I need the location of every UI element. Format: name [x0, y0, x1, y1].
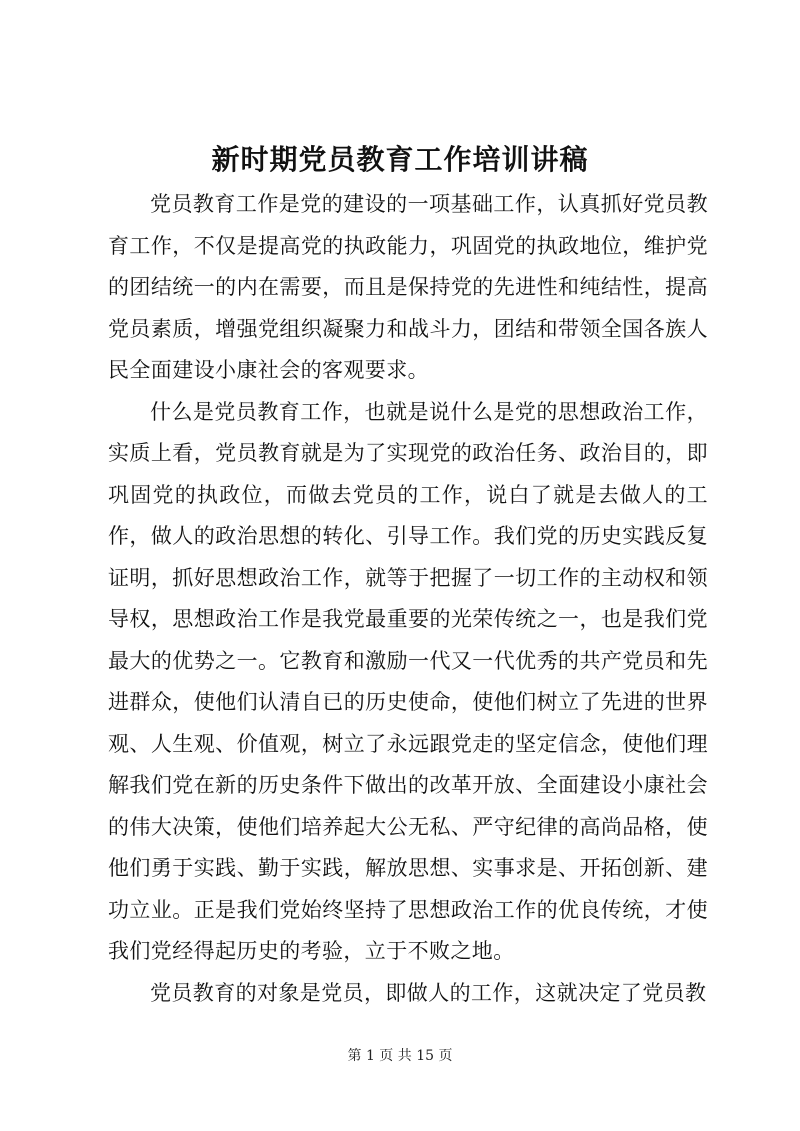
document-body	[108, 184, 708, 1014]
paragraph-3: 党员教育的对象是党员，即做人的工作，这就决定了党员教	[150, 980, 707, 1005]
page-number-footer: 第 1 页 共 15 页	[347, 1048, 453, 1064]
paragraph-2: 什么是党员教育工作，也就是说什么是党的思想政治工作，实质上看，党员教育就是为了实现党的政治任务、政治目的，即巩固党的执政位，而做去党员的工作，说白了就是去做人的工作，做人的政治思想的转化、引导工作。我们党的历史实践反复证明，抓好思想政治工作，就等于把握了一切工作的主动权和领导权，思想政治工作是我党最重要的光荣传统之一，也是我们党最大的优势之一。它教育和激励一代又一代优秀的共产党员和先进群众，使他们认清自已的历史使命，使他们树立了先进的世界观、人生观、价值观，树立了永远跟党走的坚定信念，使他们理解我们党在新的历史条件下做出的改革开放、全面建设小康社会的伟大决策，使他们培养起大公无私、严守纪律的高尚品格，使他们勇于实践、勤于实践，解放思想、实事求是、开拓创新、建功立业。正是我们党始终坚持了思想政治工作的优良传统，才使我们党经得起历史的考验，立于不败之地。	[108, 399, 708, 963]
paragraph-1: 党员教育工作是党的建设的一项基础工作，认真抓好党员教育工作，不仅是提高党的执政能力，巩固党的执政地位，维护党的团结统一的内在需要，而且是保持党的先进性和纯结性，提高党员素质，增强党组织凝聚力和战斗力，团结和带领全国各族人民全面建设小康社会的客观要求。	[108, 192, 708, 382]
document-title: 新时期党员教育工作培训讲稿	[211, 143, 589, 176]
